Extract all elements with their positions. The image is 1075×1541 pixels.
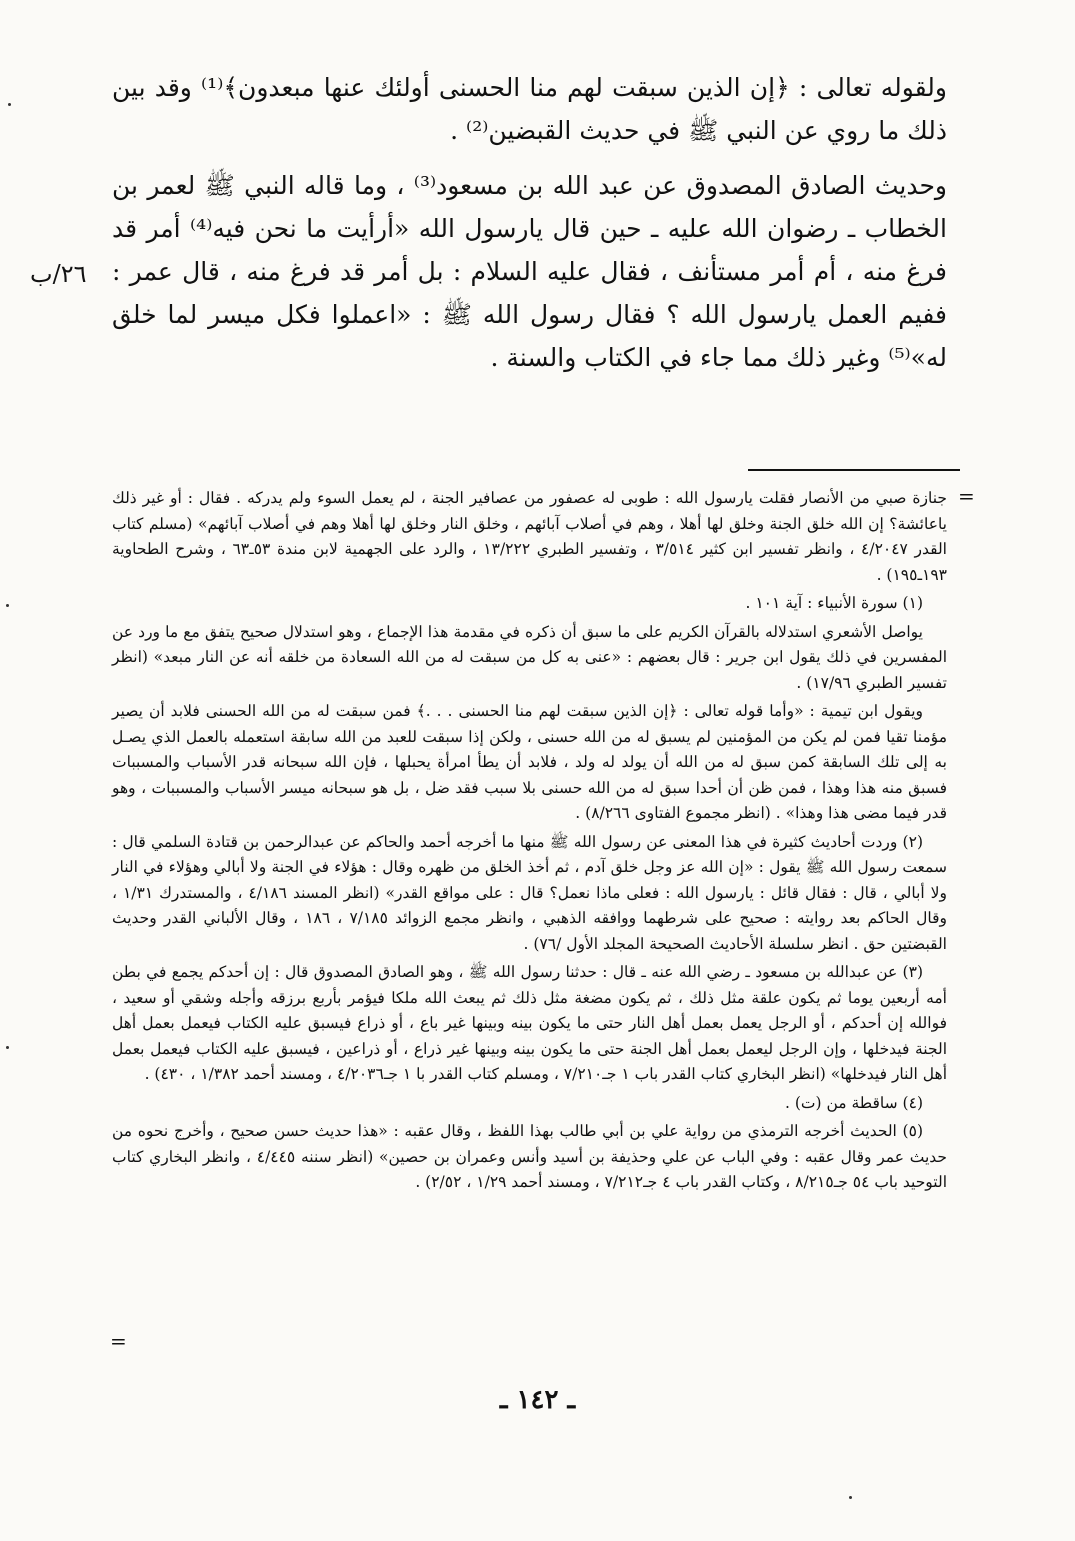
footnote-separator xyxy=(748,469,960,471)
footnote-1-quote: ويقول ابن تيمية : «وأما قوله تعالى : ﴿إن الذين سبقت لهم منا الحسنى . . .﴾ فمن سبقت له من الله الحسنى فلابد أن يصير مؤمنا تقيا فمن لم يكن من المؤمنين لم يسبق له من الله حسنى ، ولكن إذا سبقت للعبد من الله سابقة استعمله بالعمل الذي يصـل به إلى تلك السابقة كمن سبق له من الله أن يولد له ولد ، فلابد أن يطأ امرأة يحبلها ، فإن الله سبحانه قدر الأسباب والمسببات فسبق منه هذا وهذا ، فمن ظن أن أحدا سبق له من الله حسنى بلا سبب فقد ضل ، بل هو سبحانه ميسر الأسباب والمسببات ، وهو قدر فيما مضى هذا وهذا» . (انظر مجموع الفتاوى ٨/٢٦٦) . xyxy=(112,702,947,822)
main-paragraph-2: وحديث الصادق المصدوق عن عبد الله بن مسعود⁽³⁾ ، وما قاله النبي ﷺ لعمر بن الخطاب ـ رضوان الله عليه ـ حين قال يارسول الله «أرأيت ما نحن فيه⁽⁴⁾ أمر قد فرغ منه ، أم أمر مستأنف ، فقال عليه السلام : بل أمر قد فرغ منه ، قال عمر : ففيم العمل يارسول الله ؟ فقال رسول الله ﷺ : «اعملوا فكل ميسر لما خلق له»⁽⁵⁾ وغير ذلك مما جاء في الكتاب والسنة . xyxy=(112,171,947,372)
footnote-continued: جنازة صبي من الأنصار فقلت يارسول الله : طوبى له عصفور من عصافير الجنة ، لم يعمل السوء ولم يدركه . فقال : أو غير ذلك ياعائشة؟ إن الله خلق الجنة وخلق لها أهلا ، وهم في أصلاب آبائهم ، وخلق النار وخلق لها أهلا وهم في أصلاب آبائهم» (مسلم كتاب القدر ٤/٢٠٤٧ ، وانظر تفسير ابن كثير ٣/٥١٤ ، وتفسير الطبري ١٣/٢٢٢ ، والرد على الجهمية لابن مندة ٥٣ـ٦٣ ، وشرح الطحاوية ١٩٣ـ١٩٥) . xyxy=(112,489,947,584)
page-number: ـ ١٤٢ ـ xyxy=(499,1385,576,1415)
footnote-1-comment: يواصل الأشعري استدلاله بالقرآن الكريم على ما سبق أن ذكره في مقدمة هذا الإجماع ، وهو استدلال صحيح يتفق مع ما ورد عن المفسرين في ذلك يقول ابن جرير : قال بعضهم : «عنى به كل من سبقت له من الله السعادة من خلقه أنه عن النار مبعد» (انظر تفسير الطبري ١٧/٩٦) . xyxy=(112,622,947,692)
footnote-continuation-mark: = xyxy=(958,484,975,508)
scan-speck xyxy=(6,1046,9,1049)
manuscript-folio-note: ٢٦/ب xyxy=(30,260,87,288)
main-paragraph-1: ولقوله تعالى : ﴿إن الذين سبقت لهم منا الحسنى أولئك عنها مبعدون﴾⁽¹⁾ وقد بين ذلك ما روي عن النبي ﷺ في حديث القبضين⁽²⁾ . xyxy=(112,73,947,145)
footnote-2: (٢) وردت أحاديث كثيرة في هذا المعنى عن رسول الله ﷺ منها ما أخرجه أحمد والحاكم عن عبدالرحمن بن قتادة السلمي قال : سمعت رسول الله ﷺ يقول : «إن الله عز وجل خلق آدم ، ثم أخذ الخلق من ظهره وقال : هؤلاء في الجنة ولا أبالي وهؤلاء في النار ولا أبالي ، قال : فقال قائل : يارسول الله : فعلى ماذا نعمل؟ قال : على مواقع القدر» (انظر المسند ٤/١٨٦ ، والمستدرك ١/٣١ ، وقال الحاكم بعد روايته : صحيح على شرطهما ووافقه الذهبي ، وانظر مجمع الزوائد ٧/١٨٥ ، ١٨٦ ، وقال الألباني القدر وحديث القبضتين حق . انظر سلسلة الأحاديث الصحيحة المجلد الأول /٧٦) . xyxy=(112,832,948,953)
footnote-continues-mark: = xyxy=(110,1329,127,1353)
main-text xyxy=(112,66,947,379)
scan-speck xyxy=(6,604,9,607)
footnote-5: (٥) الحديث أخرجه الترمذي من رواية علي بن أبي طالب بهذا اللفظ ، وقال عقبه : «هذا حديث حسن صحيح ، وأخرج نحوه من حديث عمر وقال عقبه : وفي الباب عن علي وحذيفة بن أسيد وأنس وعمران بن حصين» (انظر سننه ٤/٤٤٥ ، وانظر البخاري كتاب التوحيد باب ٥٤ جـ٨/٢١٥ ، وكتاب القدر باب ٤ جـ٧/٢١٢ ، ومسند أحمد ١/٢٩ ، ٢/٥٢) . xyxy=(112,1122,947,1191)
footnote-1: (١) سورة الأنبياء : آية ١٠١ . xyxy=(745,594,923,612)
footnotes xyxy=(112,486,947,1196)
scan-speck xyxy=(849,1496,852,1499)
footnote-4: (٤) ساقطة من (ت) . xyxy=(784,1093,923,1112)
footnote-3: (٣) عن عبدالله بن مسعود ـ رضي الله عنه ـ قال : حدثنا رسول الله ﷺ ، وهو الصادق المصدوق قال : إن أحدكم يجمع في بطن أمه أربعين يوما ثم يكون علقة مثل ذلك ، ثم يكون مضغة مثل ذلك ثم يبعث الله ملكا فيؤمر بأربع برزقه وأجله وشقي أو سعيد ، فوالله إن أحدكم ، أو الرجل يعمل بعمل أهل النار حتى ما يكون بينه وبينها غير باع ، أو ذراع فيسبق عليه الكتاب فيعمل بعمل أهل الجنة فيدخلها ، وإن الرجل ليعمل بعمل أهل الجنة حتى ما يكون بينه وبينها غير ذراع ، أو ذراعين ، فيسبق عليه الكتاب فيعمل بعمل أهل النار فيدخلها» (انظر البخاري كتاب القدر باب ١ جـ٧/٢١٠ ، ومسلم كتاب القدر با ١ جـ٤/٢٠٣٦ ، ومسند أحمد ١/٣٨٢ ، ٤٣٠) . xyxy=(112,963,947,1083)
scan-speck xyxy=(8,103,11,106)
